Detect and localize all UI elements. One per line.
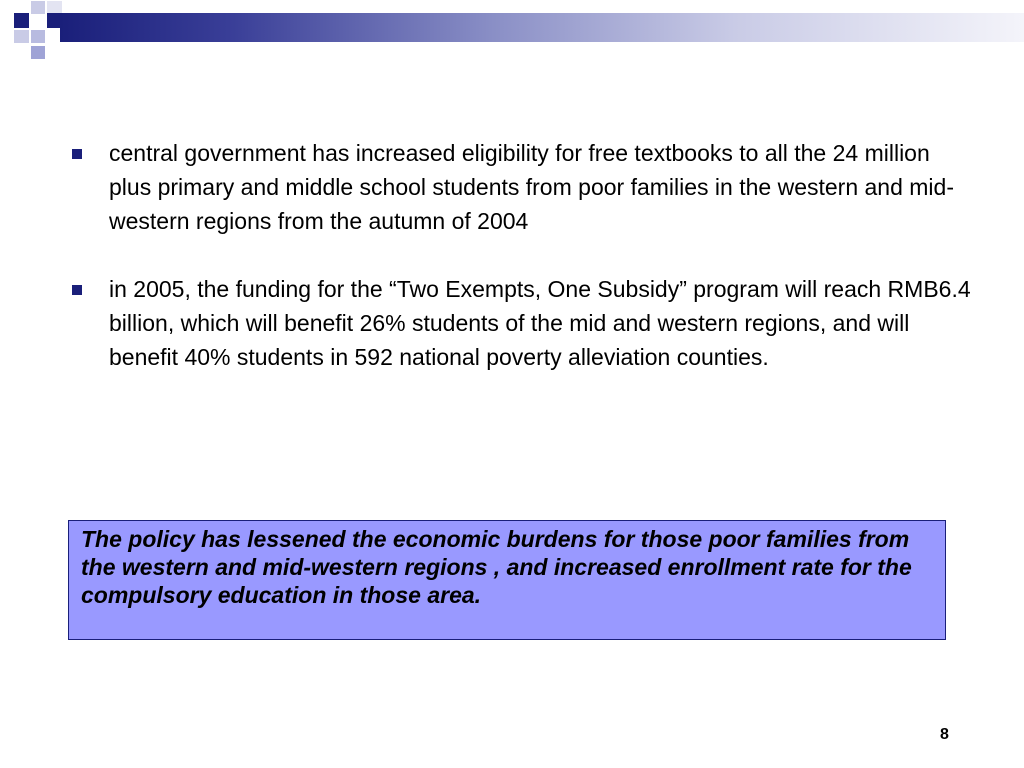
decor-square	[31, 46, 45, 59]
header-gradient-band	[60, 13, 1024, 42]
decor-square	[14, 30, 29, 43]
decor-square	[47, 1, 62, 13]
square-bullet-icon	[72, 149, 82, 159]
decor-square	[31, 1, 45, 14]
page-number: 8	[940, 726, 949, 743]
bullet-text: in 2005, the funding for the “Two Exempts, One Subsidy” program will reach RMB6.4 billion, which will benefit 26% students of the mid and western regions, and will benefit 40% students in 592 national poverty alleviation counties.	[109, 276, 971, 370]
bullet-item	[72, 136, 972, 238]
bullet-item	[72, 272, 972, 374]
summary-box	[68, 520, 946, 640]
decor-square	[14, 13, 29, 28]
summary-text: The policy has lessened the economic burdens for those poor families from the western and mid-western regions , and increased enrollment rate for the compulsory education in those area.	[81, 526, 912, 608]
bullet-text: central government has increased eligibility for free textbooks to all the 24 million plus primary and middle school students from poor families in the western and mid-western regions from the autumn of 2004	[109, 140, 954, 234]
square-bullet-icon	[72, 285, 82, 295]
bullet-list	[72, 136, 972, 408]
decor-square	[31, 30, 45, 43]
